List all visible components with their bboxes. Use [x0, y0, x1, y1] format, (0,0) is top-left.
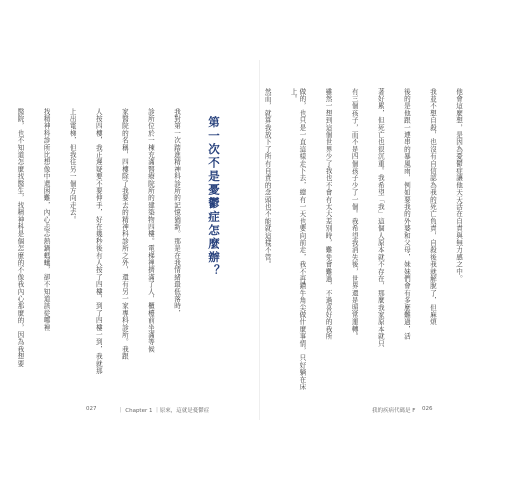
- right-paragraph: 有三個孩子，而不是四個孩子少了一個。我希望我消失後，世界還是照常運轉。: [350, 88, 359, 340]
- chapter-title: 第一次不是憂鬱症怎麼辦？: [207, 116, 221, 278]
- left-running-head: ｜ Chapter 1 ｜原來，這就是憂鬱症: [118, 408, 210, 414]
- left-paragraph: 醫院，也不知道怎麼找醫生，找精神科是個怎麼的不像我內心那麼的，因為我想要: [15, 108, 24, 368]
- right-paragraph: 做的，也只是一直這樣走下去，總有一天也要向前走，我不再鑽牛角尖做什麼事情，只好躺在床上。: [289, 88, 306, 391]
- right-page-number: 026: [422, 406, 433, 412]
- right-running-head: 我的疾病代碼是 F: [372, 408, 416, 414]
- right-paragraph: 然而，就算我放下了所有自責的念頭也不能就這樣不管。: [263, 88, 272, 268]
- right-page: [260, 0, 520, 500]
- right-paragraph: 雖然一想到這個世界少了我也不會有太大差別時，難免會難過，不過喜好的我所: [324, 88, 333, 340]
- left-paragraph: 找精神科診所比想像中還困難，內心忐忑熱鍋螞蟻，卻不知道該從哪裡: [42, 108, 51, 332]
- right-page-body: [263, 88, 480, 400]
- left-page-number: 027: [86, 406, 97, 412]
- left-paragraph: 家醫院的名稱，四樓除了我要去的精神科診所之外，還有另一家專科診所。我跟: [120, 108, 129, 360]
- left-paragraph: 上出電梯，但我往另一個方向走去。: [68, 108, 77, 224]
- left-page-body: [15, 108, 198, 400]
- right-paragraph: 他會這麼想，是因為憂鬱症讓他天天活在自責與無力感之中。: [454, 88, 463, 283]
- right-paragraph: 後的是他跟一連串的暴風雨，例如要我的外婆和父母，妹妹們會有多麼難過，活: [402, 88, 411, 340]
- right-paragraph: 著好累，但死亡也很沉重。我希望「我」這個人原本就不存在，那麼我家原本就只: [376, 88, 385, 348]
- left-paragraph: 人按四樓，我正遲疑要不要伸手，好在幾秒後有人按了四樓，到了四樓一到，我就那: [94, 108, 103, 375]
- left-paragraph: 診所位於一棟充滿醫療院所的建築物四樓。電梯裡擠滿了人，櫃檯前坐滿等候: [146, 108, 155, 353]
- right-paragraph: 我並不想自殺，也沒有自信認為我的死亡負責，自殺後我就解脫了，但麻煩: [428, 88, 437, 326]
- left-paragraph: 我對第一次踏進精神科診所的記憶猶新。那是在我情緒最低落時，: [172, 108, 181, 317]
